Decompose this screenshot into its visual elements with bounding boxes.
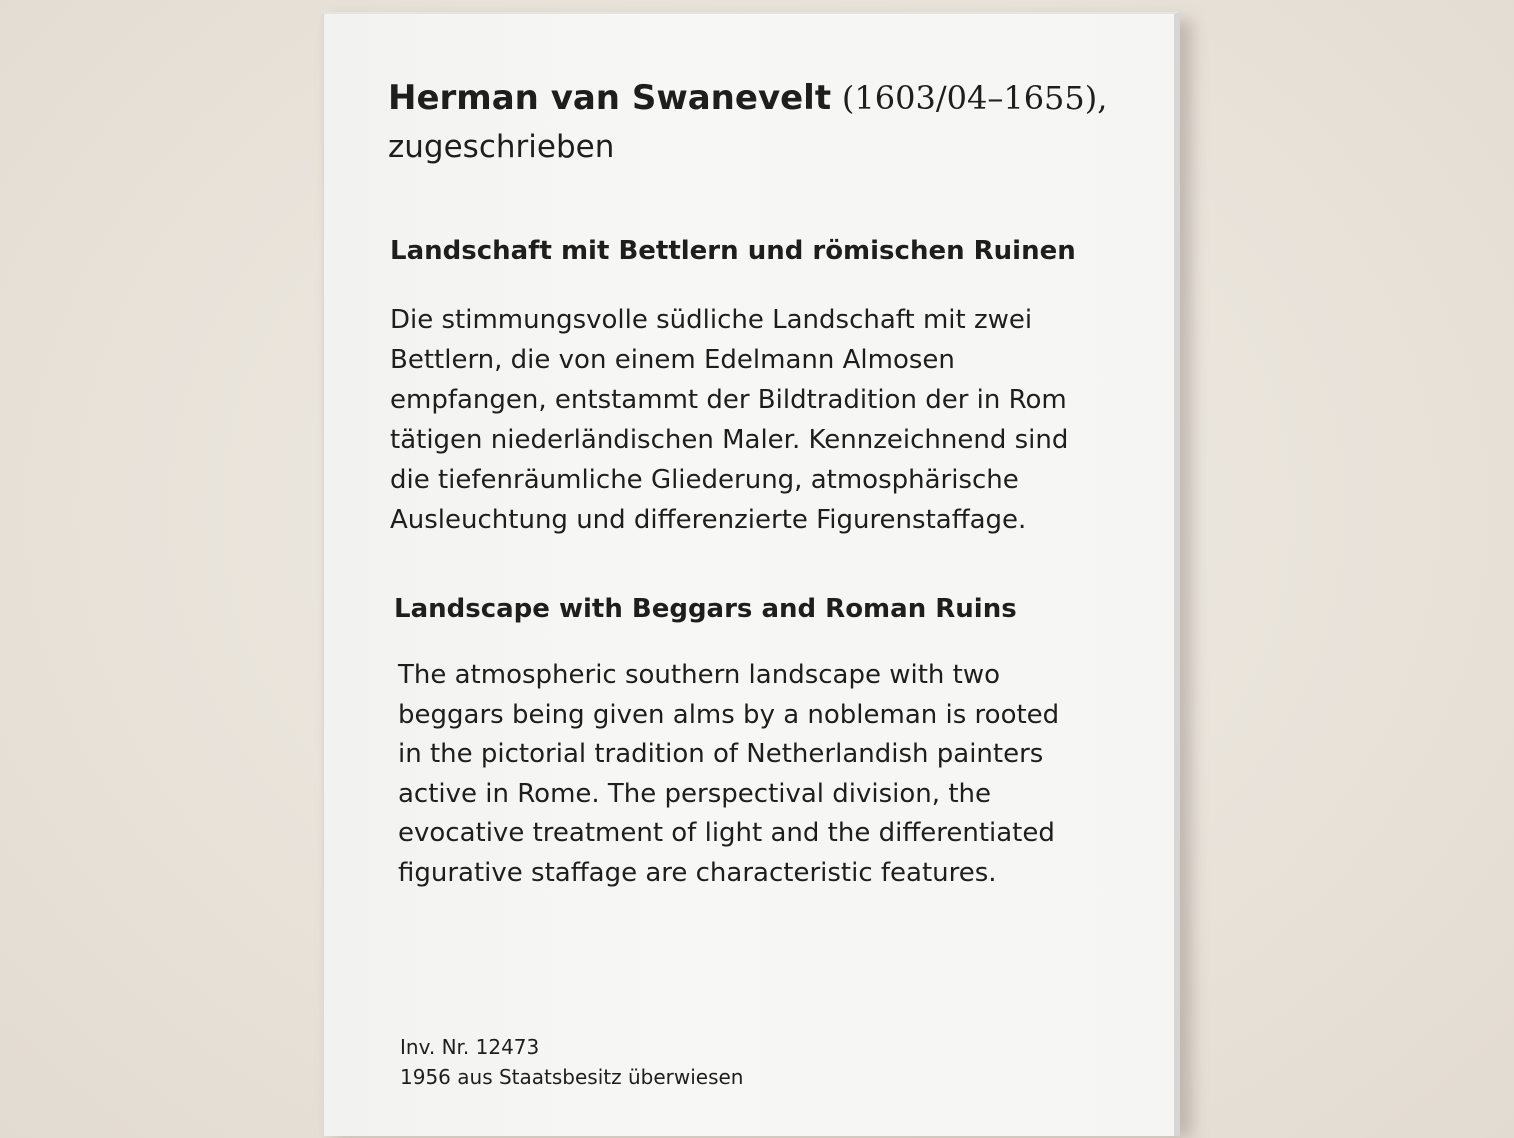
description-english-line: figurative staffage are characteristic features. [398, 857, 997, 888]
description-english [398, 656, 1138, 893]
description-german-line: tätigen niederländischen Maler. Kennzeichnend sind [390, 425, 1069, 455]
artwork-title-german: Landschaft mit Bettlern und römischen Ruinen [390, 236, 1076, 266]
description-german [390, 300, 1150, 540]
label-footer [400, 1032, 743, 1092]
artist-dates: (1603/04–1655), [841, 79, 1108, 117]
description-english-line: active in Rome. The perspectival division, the [398, 778, 991, 809]
description-english-line: The atmospheric southern landscape with two [398, 660, 1001, 690]
description-english-line: evocative treatment of light and the differentiated [398, 818, 1055, 848]
museum-label-plaque [322, 12, 1180, 1136]
description-english-line: in the pictorial tradition of Netherlandish painters [398, 739, 1044, 769]
description-german-line: die tiefenräumliche Gliederung, atmosphärische [390, 465, 1019, 495]
artist-heading [388, 78, 1107, 118]
artist-name: Herman van Swanevelt [388, 78, 832, 118]
description-german-line: empfangen, entstammt der Bildtradition der in Rom [390, 385, 1067, 415]
description-german-line: Ausleuchtung und differenzierte Figurenstaffage. [390, 505, 1027, 535]
artwork-title-english: Landscape with Beggars and Roman Ruins [394, 594, 1017, 624]
description-german-line: Die stimmungsvolle südliche Landschaft mit zwei [390, 305, 1033, 335]
artist-attribution: zugeschrieben [388, 129, 615, 165]
description-german-line: Bettlern, die von einem Edelmann Almosen [390, 345, 955, 375]
inventory-number: Inv. Nr. 12473 [400, 1035, 540, 1059]
description-english-line: beggars being given alms by a nobleman is rooted [398, 699, 1060, 730]
provenance-note: 1956 aus Staatsbesitz überwiesen [400, 1065, 744, 1089]
